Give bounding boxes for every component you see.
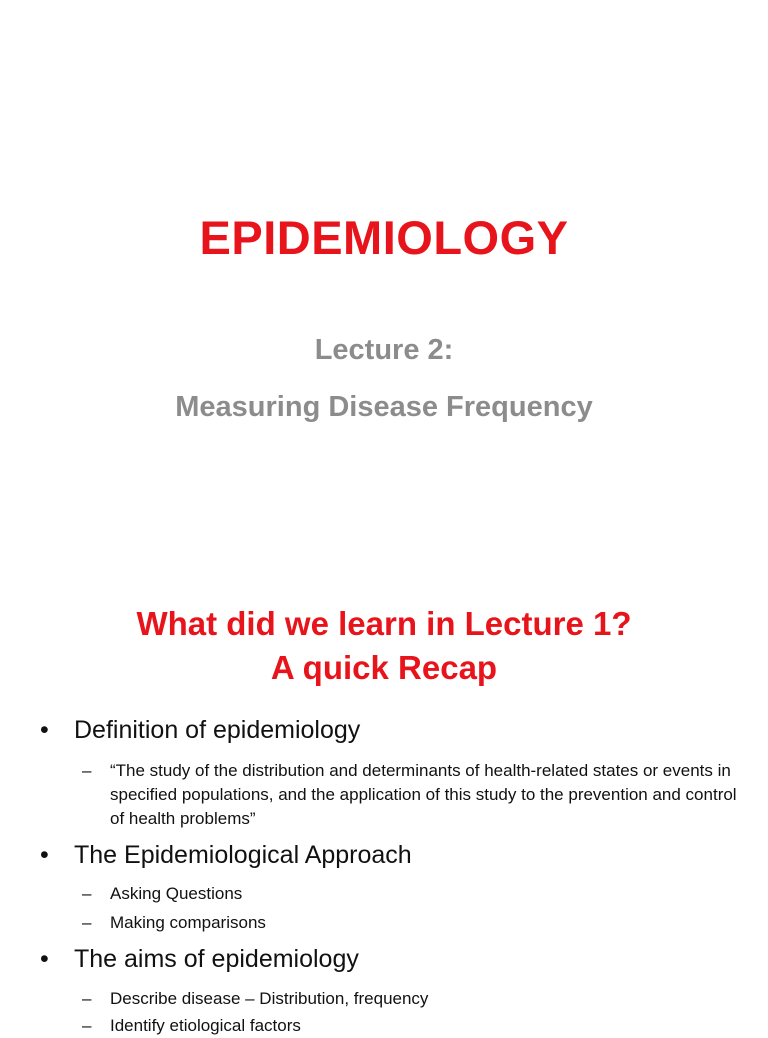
sub-bullet-dash: – [82,1016,92,1035]
bullet-text: The aims of epidemiology [74,945,359,973]
sub-bullet-text: Asking Questions [110,884,243,903]
bullet-definition [40,716,360,745]
bullet-text: Definition of epidemiology [74,716,361,744]
sub-bullet-text: Describe disease – Distribution, frequency [110,989,429,1008]
sub-bullet-text: Identify etiological factors [110,1016,301,1035]
lecture-number: Lecture 2: [314,334,454,366]
sub-bullet-etiological-factors [82,1014,742,1038]
sub-bullet-dash: – [82,913,92,932]
sub-bullet-text: “The study of the distribution and determinants of health-related states or events in specified populations, and the application of this study to the prevention and control of health problems” [110,761,737,828]
sub-bullet-definition-quote [82,759,742,831]
recap-title-line1: What did we learn in Lecture 1? [136,605,632,642]
bullet-dot: • [40,841,49,869]
bullet-text: The Epidemiological Approach [74,841,412,869]
sub-bullet-asking-questions [82,882,742,906]
bullet-dot: • [40,945,49,973]
bullet-aims [40,945,359,974]
slide-title: EPIDEMIOLOGY [199,211,569,264]
sub-bullet-text: Making comparisons [110,913,266,932]
lecture-topic: Measuring Disease Frequency [175,391,593,423]
recap-title-line2: A quick Recap [270,649,498,686]
sub-bullet-dash: – [82,989,92,1008]
sub-bullet-comparisons [82,911,742,935]
bullet-dot: • [40,716,49,744]
recap-title [0,602,768,690]
sub-bullet-dash: – [82,761,92,780]
recap-slide [0,580,768,1035]
sub-bullet-describe-disease [82,987,742,1011]
sub-bullet-dash: – [82,884,92,903]
bullet-approach [40,841,412,870]
